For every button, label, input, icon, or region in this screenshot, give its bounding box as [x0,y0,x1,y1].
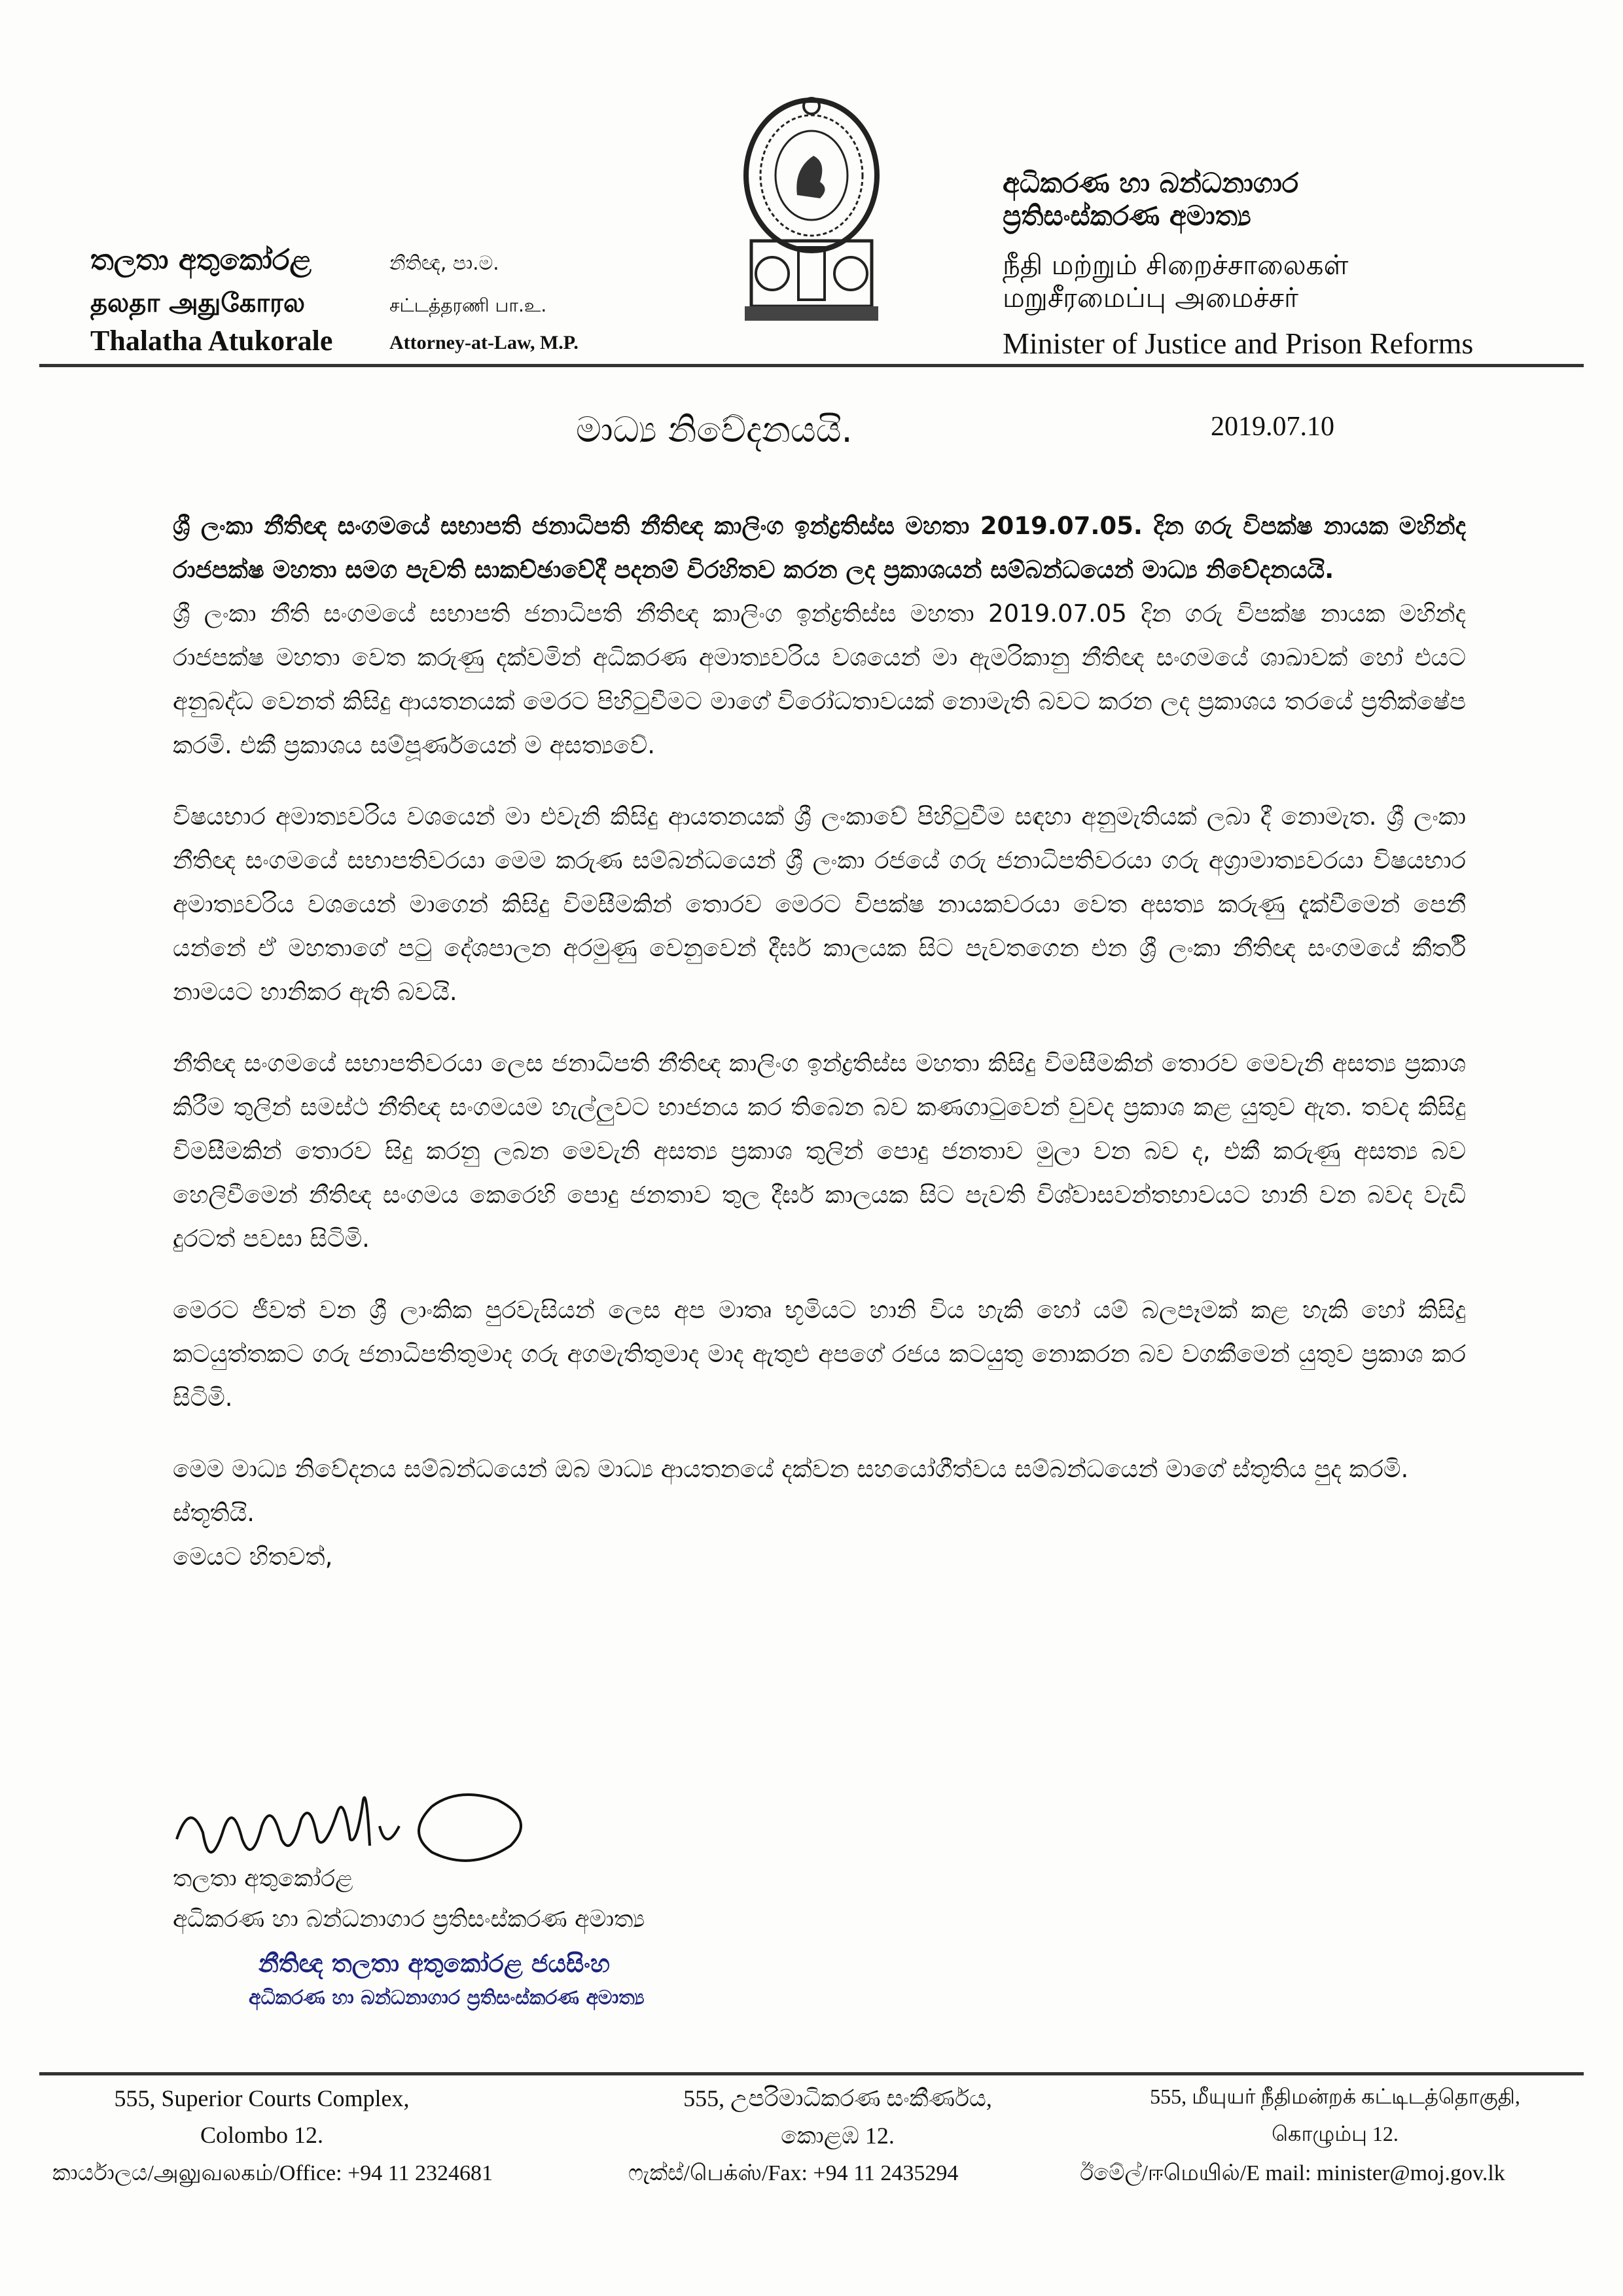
footer-text: කොළඹ 12. [781,2123,895,2149]
footer-divider [39,2072,1584,2075]
body-paragraph: මෙම මාධ්‍ය නිවේදනය සම්බන්ධයෙන් ඔබ මාධ්‍ය ආයතනයේ දක්වන සහයෝගීත්වය සම්බන්ධයෙන් මාගේ ස්තූතිය පුද කරමි. [173,1455,1409,1483]
body-paragraph: ශ්‍රී ලංකා නීති සංගමයේ සභාපති ජනාධිපති නීතිඥ කාලිංග ඉන්ද්‍රතිස්ස මහතා 2019.07.05 දින ගරු විපක්ෂ නායක මහින්ද රාජපක්ෂ මහතා වෙත කරුණු දක්වමින් අධිකරණ අමාත්‍යවරිය වශයෙන් මා ඇමරිකානු නීතිඥ සංගමයේ ශාඛාවක් හෝ එයට අනුබද්ධ වෙනත් කිසිදු ආයතනයක් මෙරට පිහිටුවීමට මාගේ විරෝධතාවයක් නොමැති බවට කරන ලද ප්‍රකාශය තරයේ ප්‍රතික්ෂේප කරමි. එකී ප්‍රකාශය සම්පූර්ණයෙන් ම අසත්‍යවේ. [173,600,1466,759]
official-stamp-name: නීතිඥ තලතා අතුකෝරළ ජයසිංහ [259,1949,610,1978]
official-stamp-title: අධිකරණ හා බන්ධනාගාර ප්‍රතිසංස්කරණ අමාත්‍ය [249,1986,645,2009]
office-phone: කාර්යාලය/அலுவலகம்/Office: +94 11 2324681 [52,2161,493,2185]
document-heading: මාධ්‍ය නිවේදනයයි. [576,409,853,450]
minister-name-tamil: தலதா அதுகோரல [90,288,306,318]
body-paragraph: නීතිඥ සංගමයේ සභාපතිවරයා ලෙස ජනාධිපති නීතිඥ කාලිංග ඉන්ද්‍රතිස්ස මහතා කිසිදු විමසීමකින් තොරව මෙවැනි අසත්‍ය ප්‍රකාශ කිරීම තුලින් සමස්ථ නීතිඥ සංගමයම හැල්ලුවට භාජනය කර තිබෙන බව කණගාටුවෙන් වුවද ප්‍රකාශ කළ යුතුව ඇත. තවද කිසිදු විමසීමකින් තොරව සිදු කරනු ලබන මෙවැනි අසත්‍ය ප්‍රකාශ තුලින් පොදු ජනතාව මුලා වන බව ද, එකී කරුණු අසත්‍ය බව හෙලිවීමෙන් නීතිඥ සංගමය කෙරෙහි පොදු ජනතාව තුල දීර්ඝ කාලයක සිට පැවති විශ්වාසවන්තභාවයට හානි වන බවද වැඩි දුරටත් පවසා සිටිමි. [173,1049,1466,1253]
title-sinhala-line2: ප්‍රතිසංස්කරණ අමාත්‍ය [1003,200,1251,232]
fax-number: ෆැක්ස්/பெக்ஸ்/Fax: +94 11 2435294 [628,2161,959,2185]
qualification-tamil: சட்டத்தரணி பா.உ. [389,295,547,316]
signatory-name: තලතා අතුකෝරළ [173,1865,353,1892]
footer-text: 555, Superior Courts Complex, [114,2085,410,2111]
minister-name-english: Thalatha Atukorale [90,325,333,357]
body-paragraph: මෙරට ජීවත් වන ශ්‍රී ලාංකික පුරවැසියන් ලෙස අප මාතෘ භූමියට හානි විය හැකි හෝ යම් බලපෑමක් කළ හැකි හෝ කිසිදු කටයුත්තකට ගරු ජනාධිපතිතුමාද ගරු අගමැතිතුමාද මාද ඇතුළු අපගේ රජය කටයුතු නොකරන බව වගකීමෙන් යුතුව ප්‍රකාශ කර සිටිමි. [173,1296,1466,1412]
footer-text: 555, උපරිමාධිකරණ සංකීර්ණය, [683,2085,992,2111]
signatory-title: අධිකරණ හා බන්ධනාගාර ප්‍රතිසංස්කරණ අමාත්‍ය [173,1906,645,1933]
footer-address-tamil [1073,2085,1597,2149]
subject-paragraph: ශ්‍රී ලංකා නීතිඥ සංගමයේ සභාපති ජනාධිපති නීතිඥ කාලිංග ඉන්ද්‍රතිස්ස මහතා 2019.07.05. දින ගරු විපක්ෂ නායක මහින්ද රාජපක්ෂ මහතා සමග පැවති සාකච්ඡාවේදී පදනම් විරහිතව කරන ලද ප්‍රකාශයන් සම්බන්ධයෙන් මාධ්‍ය නිවේදනයයි. [173,512,1466,584]
closing-regards: මෙයට හිතවත්, [173,1543,333,1571]
title-tamil-line2: மறுசீரமைப்பு அமைச்சர் [1003,281,1298,314]
footer-text: 555, மீயுயர் நீதிமன்றக் கட்டிடத்தொகுதி, [1150,2085,1520,2108]
qualification-sinhala: නීතිඥ, පා.ම. [389,252,499,275]
letter-body [173,504,1466,1579]
sri-lanka-emblem [738,97,885,323]
footer-text: கொழும்பு 12. [1272,2122,1399,2145]
title-english: Minister of Justice and Prison Reforms [1003,327,1474,360]
header-divider [39,364,1584,367]
email-address[interactable]: ඊමේල්/ஈமெயில்/E mail: minister@moj.gov.lk [1080,2161,1505,2185]
footer-text: Colombo 12. [200,2122,323,2148]
closing-thanks: ස්තූතියි. [173,1499,255,1527]
body-paragraph: විෂයභාර අමාත්‍යවරිය වශයෙන් මා එවැනි කිසිදු ආයතනයක් ශ්‍රී ලංකාවේ පිහිටුවීම සඳහා අනුමැතියක් ලබා දී නොමැත. ශ්‍රී ලංකා නීතිඥ සංගමයේ සභාපතිවරයා මෙම කරුණ සම්බන්ධයෙන් ශ්‍රී ලංකා රජයේ ගරු ජනාධිපතිවරයා ගරු අග්‍රාමාත්‍යවරයා විෂයභාර අමාත්‍යවරිය වශයෙන් මාගෙන් කිසිදු විමසීමකින් තොරව මෙරට විපක්ෂ නායකවරයා වෙත අසත්‍ය කරුණු දැක්වීමෙන් පෙනී යන්නේ ඒ මහතාගේ පටු දේශපාලන අරමුණු වෙනුවෙන් දීර්ඝ කාලයක සිට පැවතගෙන එන ශ්‍රී ලංකා නීතිඥ සංගමයේ කීර්ති නාමයට හානිකර ඇති බවයි. [173,802,1466,1006]
document-date: 2019.07.10 [1211,412,1334,442]
title-sinhala-line1: අධිකරණ හා බන්ධනාගාර [1003,167,1299,199]
title-tamil-line1: நீதி மற்றும் சிறைச்சாலைகள் [1003,249,1349,281]
minister-name-sinhala: තලතා අතුකෝරළ [90,243,312,277]
footer-address-english [52,2085,471,2149]
footer-address-sinhala [589,2085,1086,2150]
qualification-english: Attorney-at-Law, M.P. [389,332,579,353]
